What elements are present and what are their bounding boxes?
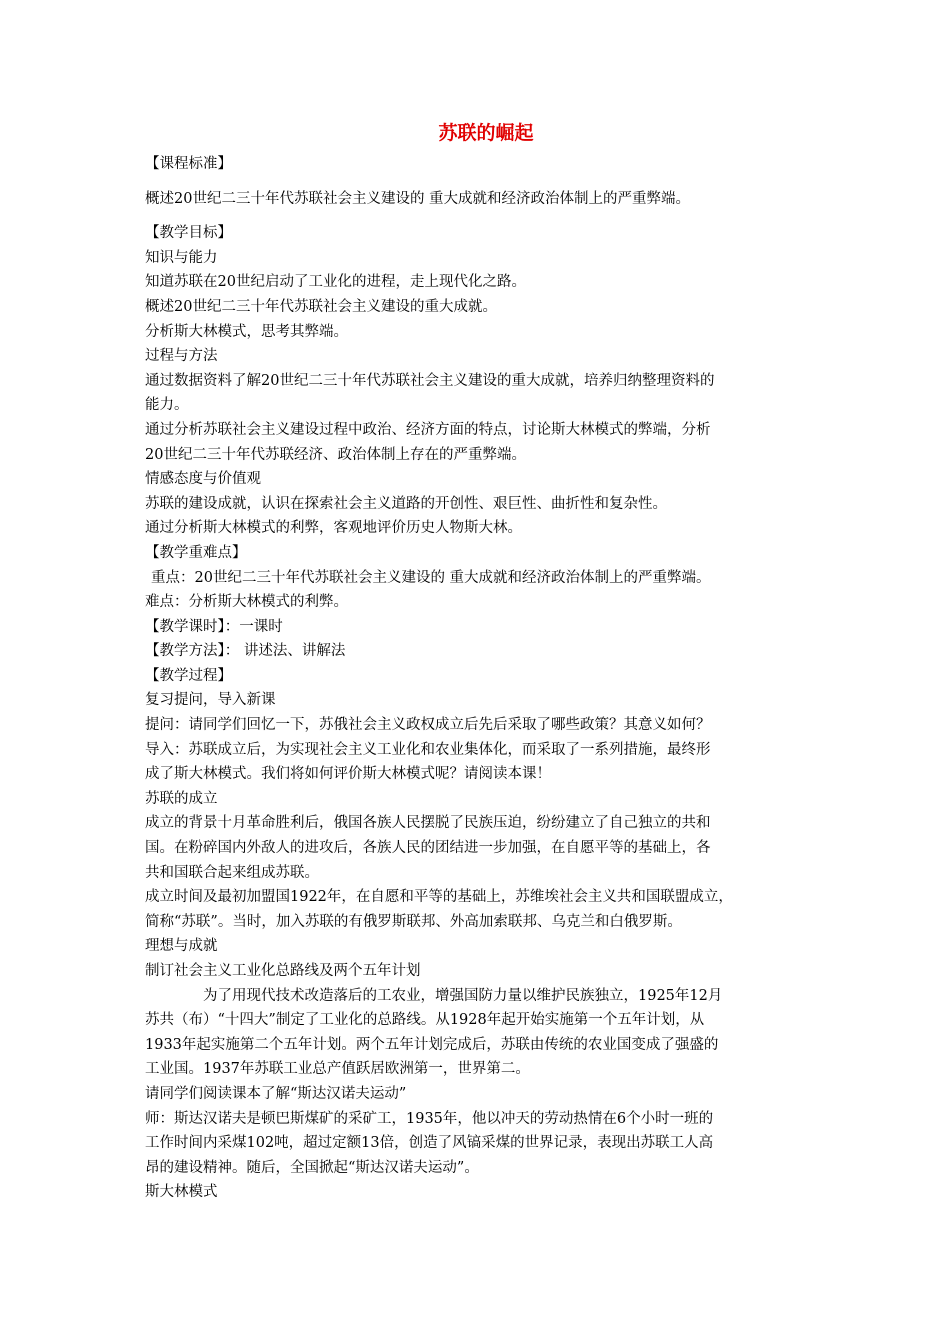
text-line: 【教学重难点】 bbox=[145, 544, 247, 561]
text-line: 理想与成就 bbox=[145, 938, 218, 955]
text-line: 斯大林模式 bbox=[145, 1184, 218, 1201]
text-line: 通过数据资料了解20世纪二三十年代苏联社会主义建设的重大成就，培养归纳整理资料的 bbox=[145, 372, 715, 389]
text-line: 20世纪二三十年代苏联经济、政治体制上存在的严重弊端。 bbox=[145, 446, 526, 463]
text-line: 【教学课时】：一课时 bbox=[145, 618, 283, 635]
text-line: 1933年起实施第二个五年计划。两个五年计划完成后，苏联由传统的农业国变成了强盛的 bbox=[145, 1036, 719, 1053]
text-line: 通过分析斯大林模式的利弊，客观地评价历史人物斯大林。 bbox=[145, 520, 522, 537]
text-line: 师：斯达汉诺夫是顿巴斯煤矿的采矿工，1935年，他以冲天的劳动热情在6个小时一班的 bbox=[145, 1110, 714, 1127]
text-line: 请同学们阅读课本了解“斯达汉诺夫运动” bbox=[145, 1085, 407, 1102]
text-line: 成立时间及最初加盟国1922年，在自愿和平等的基础上，苏维埃社会主义共和国联盟成立， bbox=[145, 889, 733, 906]
text-line: 工业国。1937年苏联工业总产值跃居欧洲第一，世界第二。 bbox=[145, 1061, 530, 1078]
text-line: 能力。 bbox=[145, 397, 189, 414]
document-page bbox=[145, 120, 815, 1205]
text-line: 昂的建设精神。随后，全国掀起“斯达汉诺夫运动”。 bbox=[145, 1159, 479, 1176]
text-line: 概述20世纪二三十年代苏联社会主义建设的重大成就。 bbox=[145, 298, 497, 315]
text-line: 知道苏联在20世纪启动了工业化的进程，走上现代化之路。 bbox=[145, 274, 526, 291]
text-line: 工作时间内采煤102吨，超过定额13倍，创造了风镐采煤的世界记录，表现出苏联工人高 bbox=[145, 1135, 714, 1152]
text-line: 成了斯大林模式。我们将如何评价斯大林模式呢？请阅读本课！ bbox=[145, 766, 551, 783]
text-line: 难点：分析斯大林模式的利弊。 bbox=[145, 594, 348, 611]
text-line: 复习提问，导入新课 bbox=[145, 692, 276, 709]
text-line: 苏联的建设成就，认识在探索社会主义道路的开创性、艰巨性、曲折性和复杂性。 bbox=[145, 495, 667, 512]
paragraph-gap bbox=[145, 177, 815, 187]
text-line: 共和国联合起来组成苏联。 bbox=[145, 864, 319, 881]
text-line: 制订社会主义工业化总路线及两个五年计划 bbox=[145, 963, 421, 979]
text-line: 【教学过程】 bbox=[145, 667, 232, 684]
document-body bbox=[145, 152, 815, 1205]
text-line: 简称“苏联”。当时，加入苏联的有俄罗斯联邦、外高加索联邦、乌克兰和白俄罗斯。 bbox=[145, 913, 682, 930]
text-line: 苏联的成立 bbox=[145, 790, 218, 807]
text-line: 为了用现代技术改造落后的工农业，增强国防力量以维护民族独立，1925年12月 bbox=[203, 987, 723, 1004]
document-title: 苏联的崛起 bbox=[438, 122, 534, 144]
paragraph-gap bbox=[145, 211, 815, 221]
text-line: 【课程标准】 bbox=[145, 156, 232, 172]
text-line: 通过分析苏联社会主义建设过程中政治、经济方面的特点，讨论斯大林模式的弊端，分析 bbox=[145, 421, 711, 438]
text-line: 苏共（布）“十四大”制定了工业化的总路线。从1928年起开始实施第一个五年计划，从 bbox=[145, 1012, 705, 1029]
text-line: 知识与能力 bbox=[145, 249, 218, 266]
text-line: 重点：20世纪二三十年代苏联社会主义建设的 重大成就和经济政治体制上的严重弊端。 bbox=[151, 569, 711, 586]
text-line: 概述20世纪二三十年代苏联社会主义建设的 重大成就和经济政治体制上的严重弊端。 bbox=[145, 190, 691, 207]
text-line: 【教学方法】： 讲述法、讲解法 bbox=[145, 643, 346, 660]
text-line: 导入：苏联成立后，为实现社会主义工业化和农业集体化，而采取了一系列措施，最终形 bbox=[145, 741, 711, 758]
text-line: 分析斯大林模式，思考其弊端。 bbox=[145, 323, 348, 340]
text-line: 成立的背景十月革命胜利后，俄国各族人民摆脱了民族压迫，纷纷建立了自己独立的共和 bbox=[145, 815, 711, 832]
text-line: 过程与方法 bbox=[145, 348, 218, 365]
text-line: 提问：请同学们回忆一下，苏俄社会主义政权成立后先后采取了哪些政策？其意义如何？ bbox=[145, 717, 711, 734]
text-line: 情感态度与价值观 bbox=[145, 471, 261, 488]
text-line: 【教学目标】 bbox=[145, 225, 232, 242]
text-line: 国。在粉碎国内外敌人的进攻后，各族人民的团结进一步加强，在自愿平等的基础上，各 bbox=[145, 840, 711, 857]
